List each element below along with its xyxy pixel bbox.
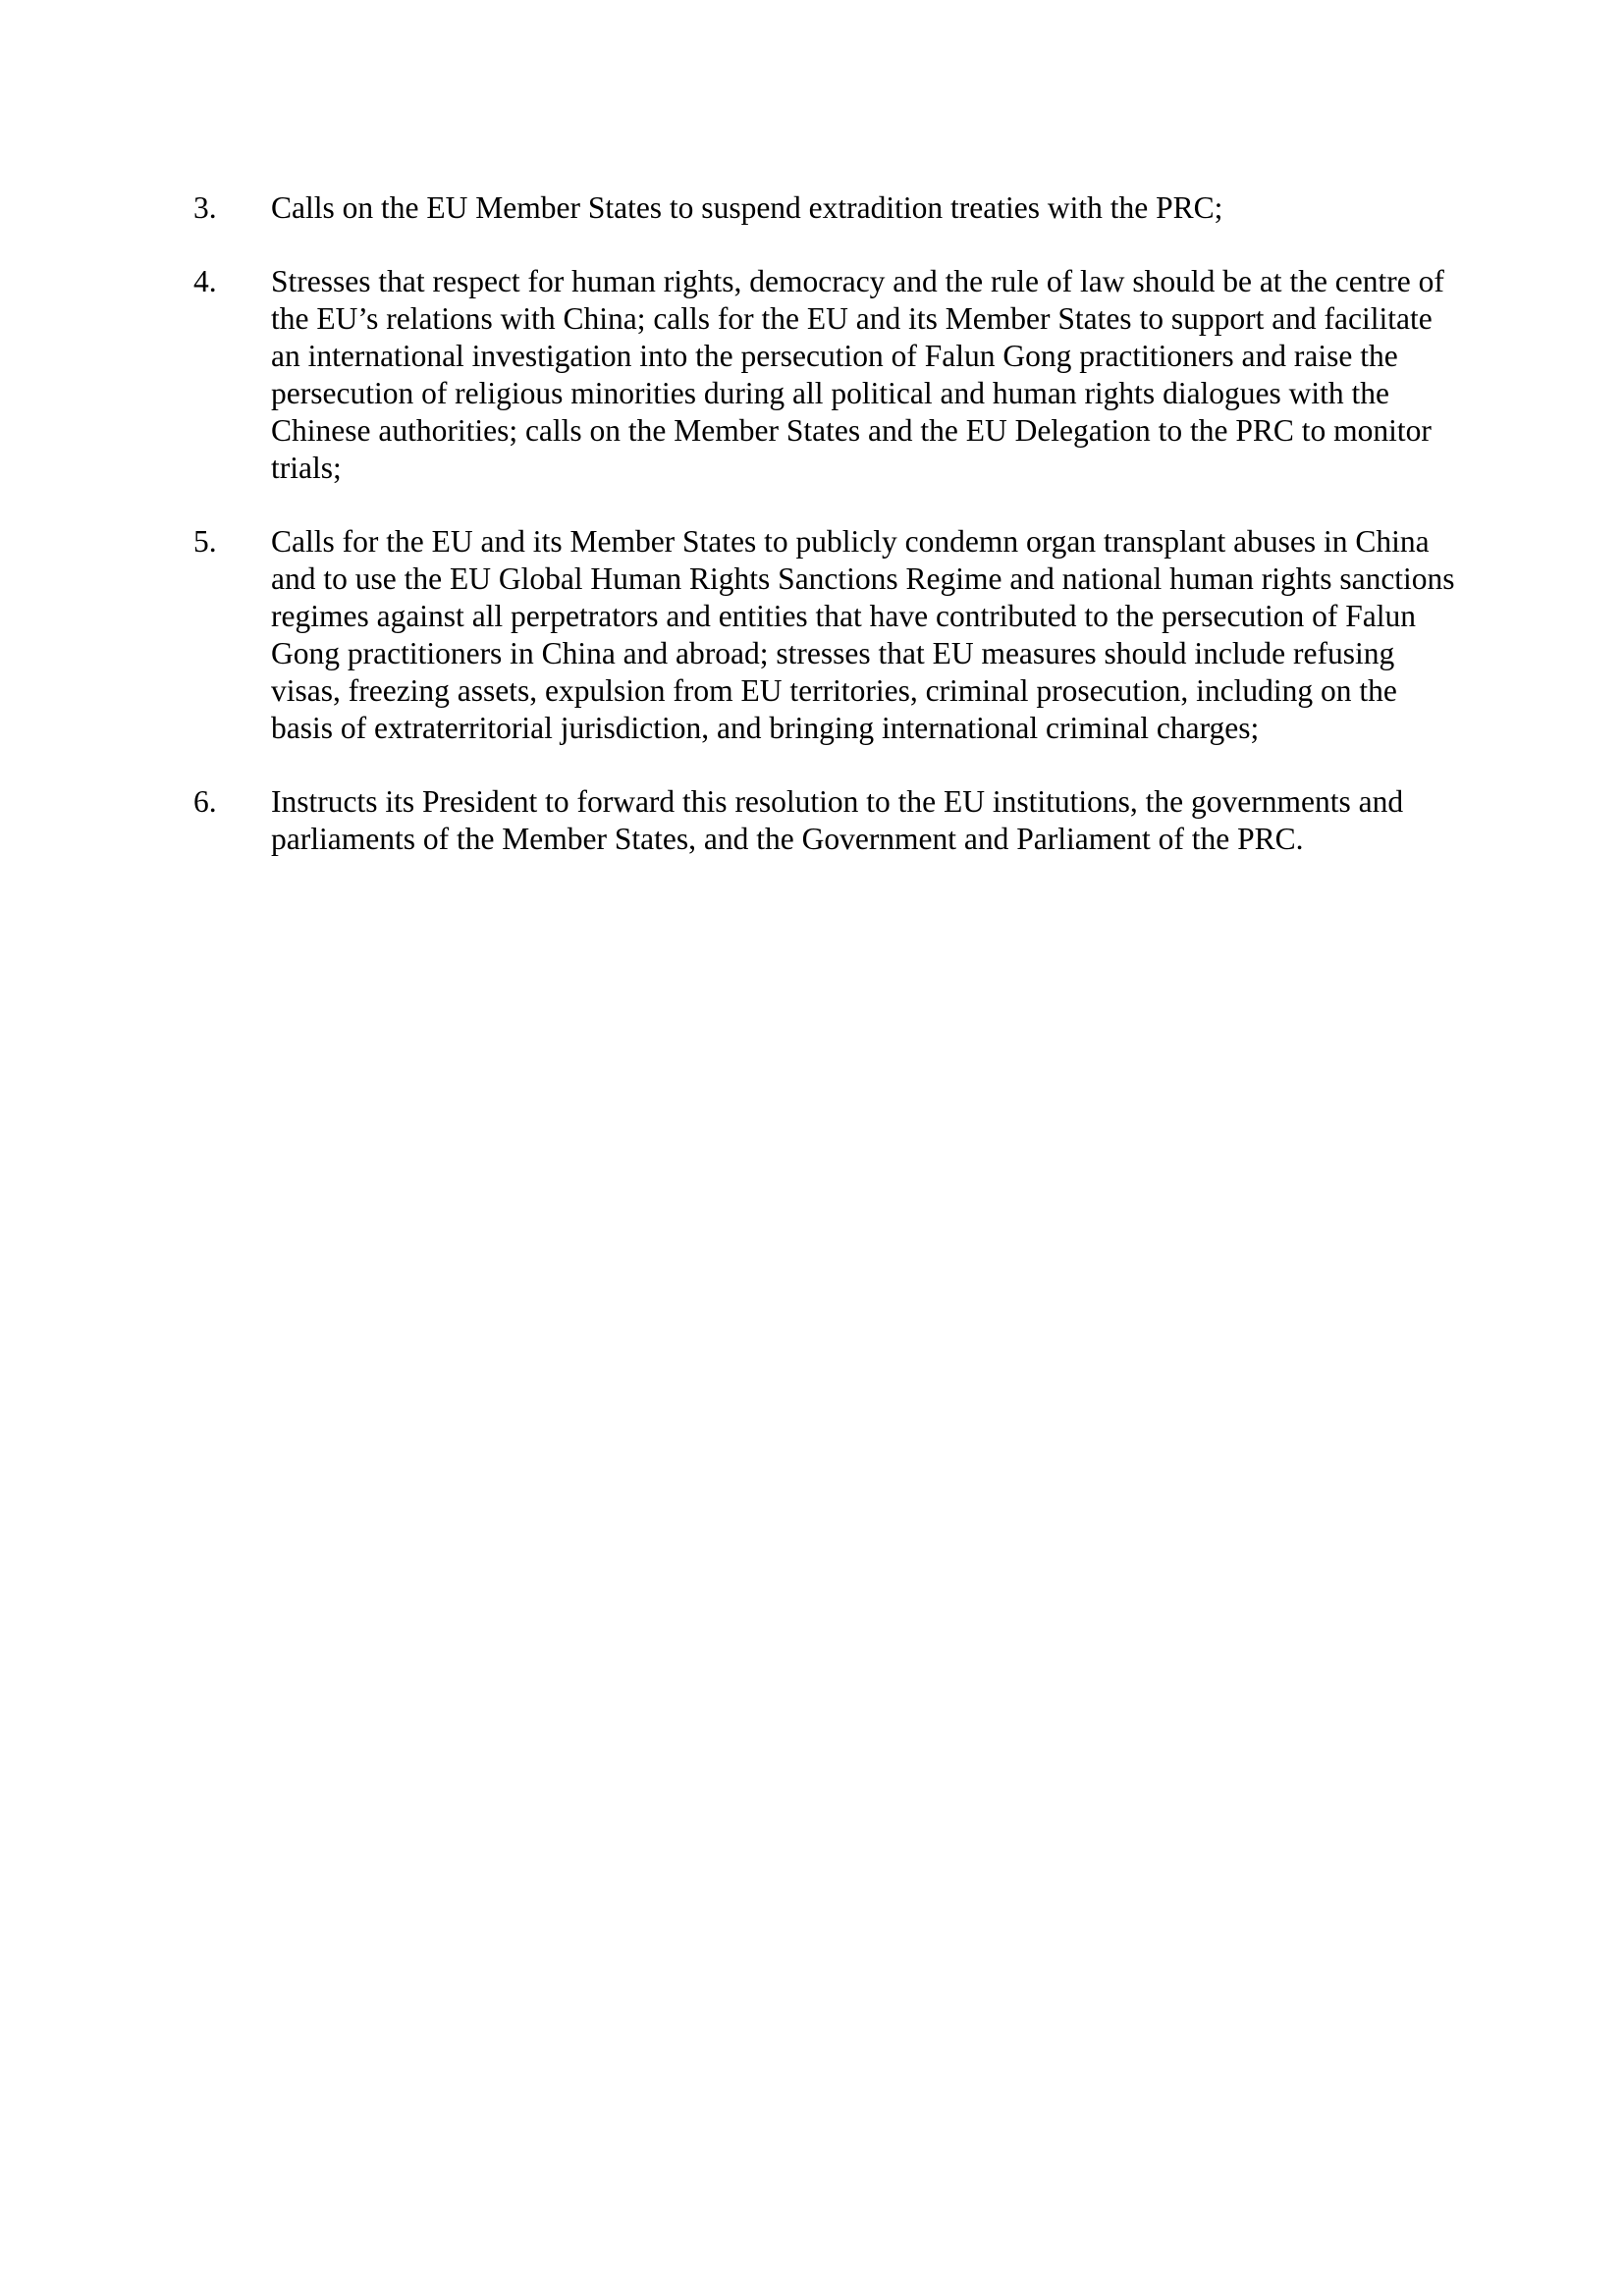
paragraph-number: 5.	[193, 524, 217, 559]
paragraph-4	[193, 263, 1460, 487]
resolution-paragraphs	[193, 189, 1460, 894]
paragraph-5	[193, 523, 1460, 747]
paragraph-number: 6.	[193, 784, 217, 819]
paragraph-text: Calls for the EU and its Member States to publicly condemn organ transplant abuses in China and to use the EU Global Human Rights Sanctions Regime and national human rights sanctions regimes against all perpetrators and entities that have contributed to the persecution of Falun Gong practitioners in China and abroad; stresses that EU measures should include refusing visas, freezing assets, expulsion from EU territories, criminal prosecution, including on the basis of extraterritorial jurisdiction, and bringing international criminal charges;	[271, 524, 1455, 745]
paragraph-text: Stresses that respect for human rights, democracy and the rule of law should be at the centre of the EU’s relations with China; calls for the EU and its Member States to support and facilitate an international investigation into the persecution of Falun Gong practitioners and raise the persecution of religious minorities during all political and human rights dialogues with the Chinese authorities; calls on the Member States and the EU Delegation to the PRC to monitor trials;	[271, 264, 1444, 485]
paragraph-text: Calls on the EU Member States to suspend extradition treaties with the PRC;	[271, 190, 1223, 225]
paragraph-6	[193, 783, 1460, 858]
paragraph-number: 3.	[193, 190, 217, 225]
paragraph-text: Instructs its President to forward this resolution to the EU institutions, the governments and parliaments of the Member States, and the Government and Parliament of the PRC.	[271, 784, 1404, 856]
paragraph-number: 4.	[193, 264, 217, 298]
paragraph-3	[193, 189, 1460, 227]
